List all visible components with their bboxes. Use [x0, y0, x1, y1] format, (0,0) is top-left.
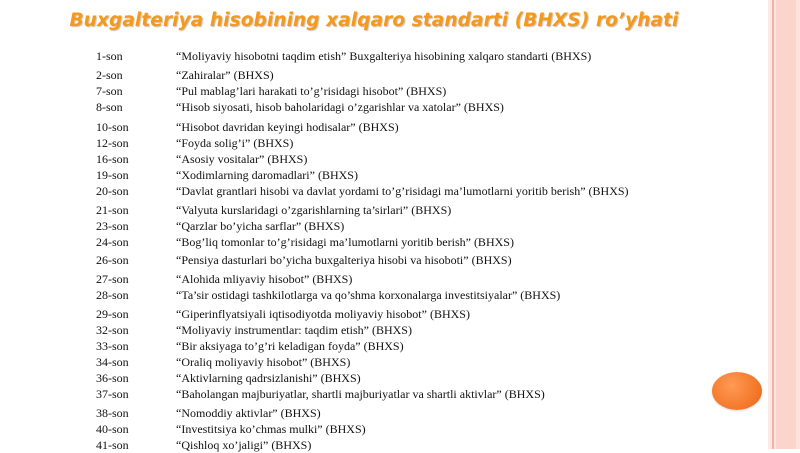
- standard-name: “Bog’liq tomonlar to’g’risidagi ma’lumotlarni yoritib berish” (BHXS): [176, 235, 514, 249]
- standard-name: “Investitsiya ko’chmas mulki” (BHXS): [176, 422, 366, 436]
- standard-name: “Pensiya dasturlari bo’yicha buxgalteriya hisobi va hisoboti” (BHXS): [176, 253, 512, 267]
- standard-code: 10-son: [96, 120, 129, 134]
- standard-code: 1-son: [96, 49, 123, 63]
- standard-row: [96, 271, 736, 287]
- standard-code: 19-son: [96, 168, 129, 182]
- standard-name: “Hisobot davridan keyingi hodisalar” (BHXS): [176, 120, 399, 134]
- standard-code: 2-son: [96, 68, 123, 82]
- standard-code: 8-son: [96, 100, 123, 114]
- standard-name: “Moliyaviy instrumentlar: taqdim etish” (BHXS): [176, 323, 412, 337]
- standard-row: [96, 252, 736, 268]
- standard-code: 40-son: [96, 422, 129, 436]
- standard-name: “Zahiralar” (BHXS): [176, 68, 274, 82]
- standard-row: [96, 370, 736, 386]
- standard-name: “Alohida mliyaviy hisobot” (BHXS): [176, 272, 353, 286]
- standard-row: [96, 167, 736, 183]
- standard-row: [96, 99, 736, 115]
- standard-code: 23-son: [96, 219, 129, 233]
- standard-row: [96, 405, 736, 421]
- standard-row: [96, 202, 736, 218]
- standard-row: [96, 83, 736, 99]
- standard-row: [96, 322, 736, 338]
- standard-row: [96, 354, 736, 370]
- standard-name: “Giperinflyatsiyali iqtisodiyotda moliyaviy hisobot” (BHXS): [176, 307, 470, 321]
- standard-name: “Baholangan majburiyatlar, shartli majburiyatlar va shartli aktivlar” (BHXS): [176, 387, 545, 401]
- standard-row: [96, 151, 736, 167]
- standard-row: [96, 218, 736, 234]
- standard-name: “Pul mablag’lari harakati to’g’risidagi hisobot” (BHXS): [176, 84, 447, 98]
- standard-code: 21-son: [96, 203, 129, 217]
- decorative-edge-stripe: [768, 0, 800, 449]
- standard-row: [96, 135, 736, 151]
- standard-code: 37-son: [96, 387, 129, 401]
- standard-name: “Oraliq moliyaviy hisobot” (BHXS): [176, 355, 351, 369]
- standard-name: “Qishloq xo’jaligi” (BHXS): [176, 438, 312, 452]
- standard-code: 12-son: [96, 136, 129, 150]
- standard-row: [96, 306, 736, 322]
- standard-code: 24-son: [96, 235, 129, 249]
- standard-code: 36-son: [96, 371, 129, 385]
- standard-code: 29-son: [96, 307, 129, 321]
- standard-code: 26-son: [96, 253, 129, 267]
- standard-name: “Nomoddiy aktivlar” (BHXS): [176, 406, 321, 420]
- standard-code: 33-son: [96, 339, 129, 353]
- standard-row: [96, 183, 736, 199]
- standard-code: 41-son: [96, 438, 129, 452]
- standard-name: “Xodimlarning daromadlari” (BHXS): [176, 168, 358, 182]
- standard-code: 34-son: [96, 355, 129, 369]
- slide-title: Buxgalteriya hisobining xalqaro standarti (BHXS) ro’yhati: [69, 10, 679, 31]
- standard-row: [96, 234, 736, 250]
- standard-name: “Foyda solig’i” (BHXS): [176, 136, 294, 150]
- standard-row: [96, 48, 736, 64]
- standard-code: 16-son: [96, 152, 129, 166]
- standard-name: “Valyuta kurslaridagi o’zgarishlarning ta’sirlari” (BHXS): [176, 203, 452, 217]
- standard-name: “Ta’sir ostidagi tashkilotlarga va qo’shma korxonalarga investitsiyalar” (BHXS): [176, 288, 561, 302]
- standard-code: 7-son: [96, 84, 123, 98]
- standard-name: “Moliyaviy hisobotni taqdim etish” Buxgalteriya hisobining xalqaro standarti (BHXS): [176, 49, 592, 63]
- standard-row: [96, 421, 736, 437]
- standard-row: [96, 287, 736, 303]
- standard-code: 27-son: [96, 272, 129, 286]
- standard-row: [96, 338, 736, 354]
- standard-name: “Asosiy vositalar” (BHXS): [176, 152, 308, 166]
- standard-code: 28-son: [96, 288, 129, 302]
- standard-row: [96, 437, 736, 453]
- standard-name: “Hisob siyosati, hisob baholaridagi o’zgarishlar va xatolar” (BHXS): [176, 100, 504, 114]
- orange-circle-decoration: [712, 372, 762, 410]
- standard-name: “Davlat grantlari hisobi va davlat yordami to’g’risidagi ma’lumotlarni yoritib berish” (BHXS): [176, 184, 629, 198]
- standard-row: [96, 67, 736, 83]
- standard-name: “Aktivlarning qadrsizlanishi” (BHXS): [176, 371, 361, 385]
- standard-name: “Qarzlar bo’yicha sarflar” (BHXS): [176, 219, 345, 233]
- standard-name: “Bir aksiyaga to’g’ri keladigan foyda” (BHXS): [176, 339, 404, 353]
- standard-code: 38-son: [96, 406, 129, 420]
- standard-row: [96, 119, 736, 135]
- standard-code: 20-son: [96, 184, 129, 198]
- standard-code: 32-son: [96, 323, 129, 337]
- standard-row: [96, 386, 736, 402]
